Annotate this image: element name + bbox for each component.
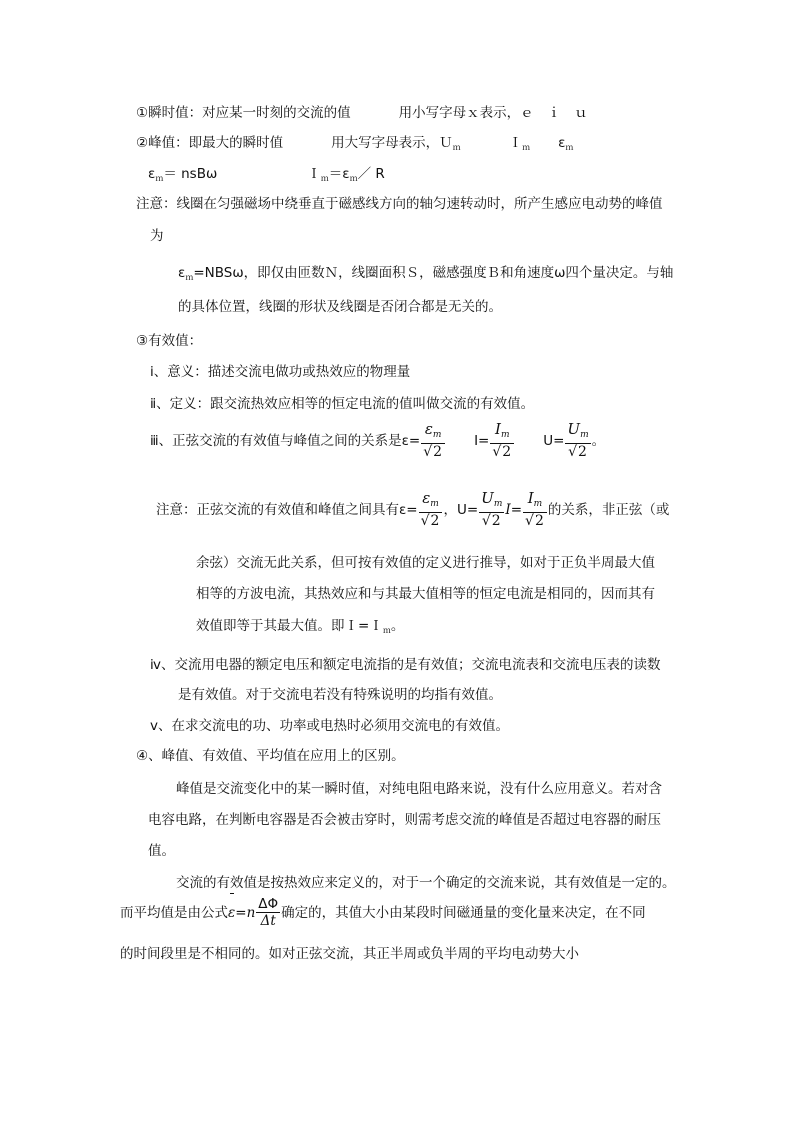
average-value-line: 的时间段里是不相同的。如对正弦交流，其正半周或负半周的平均电动势大小 [120,946,579,962]
note-paragraph-line: 为 [150,228,164,244]
instantaneous-value-line [136,104,588,122]
peak-formula-note: 的具体位置，线圈的形状及线圈是否闭合都是无关的。 [178,299,502,315]
peak-usage-paragraph: 峰值是交流变化中的某一瞬时值，对纯电阻电路来说，没有什么应用意义。若对含 [176,781,662,797]
note-paragraph-line: 相等的方波电流，其热效应和与其最大值相等的恒定电流是相同的，因而其有 [196,586,655,602]
peak-usage-paragraph: 值。 [148,843,175,859]
note-paragraph-line: 注意：线圈在匀强磁场中绕垂直于磁感线方向的轴匀速转动时，所产生感应电动势的峰值 [136,196,663,212]
peak-formula-line: $\varepsilon_m= nsB\omega$ $I_m=\varepsilon_m/$ R [148,166,385,183]
effective-value-heading: ③有效值： [136,333,203,349]
fraction-dphi-over-dt: $\frac{\Delta\Phi}{\Delta t}$ [258,896,279,929]
power-calc-line: ⅴ、在求交流电的功、功率或电热时必须用交流电的有效值。 [150,718,509,734]
average-emf-symbol: ε [228,893,235,933]
peak-current-formula: ＝ε [328,166,350,182]
effective-value-definition: ⅱ、定义：跟交流热效应相等的恒定电流的值叫做交流的有效值。 [150,396,535,412]
average-value-line: 而平均值是由公式ε=n $\frac{\Delta\Phi}{\Delta t}$ 确定的，其值大小由某段时间磁通量的变化量来决定，在不同 [120,893,646,933]
sine-relation-line: ⅲ、正弦交流的有效值与峰值之间的关系是ε= $\frac{\varepsilon_m}{√2}$ I= $\frac{I_m}{√2}$ U= $\frac{U_m}{√2}$ 。 [150,420,606,460]
note-paragraph-line: 余弦）交流无此关系，但可按有效值的定义进行推导，如对于正负半周最大值 [196,555,655,571]
fraction-u-m-over-root2: $\frac{U_m}{√2}$ [567,420,589,460]
note-paragraph-line: 效值即等于其最大值。即Ｉ=Ｉ$_m$。 [196,618,405,635]
rated-value-line: ⅳ、交流用电器的额定电压和额定电流指的是有效值；交流电流表和交流电压表的读数 [150,657,661,673]
note-sine-relation-line: 注意：正弦交流的有效值和峰值之间具有ε= $\frac{\varepsilon_m}{√2}$ ，U= $\frac{U_m}{√2}$ I= $\frac{I_m}{√2}$ 的关系，非正弦（或 [156,489,670,529]
comparison-heading: ④、峰值、有效值、平均值在应用上的区别。 [136,748,405,764]
peak-value-line: ②峰值：即最大的瞬时值 用大写字母表示，Ｕ$_m$ Ｉ$_m$ $\varepsilon_m$ [136,135,574,152]
peak-usage-paragraph: 电容电路，在判断电容器是否会被击穿时，则需考虑交流的峰值是否超过电容器的耐压 [148,812,661,828]
peak-emf-formula: ＝ nsBω [163,166,218,182]
effective-value-meaning: ⅰ、意义：描述交流电做功或热效应的物理量 [150,364,411,380]
peak-formula-note: $\varepsilon_m=NBS\omega$，即仅由匝数Ｎ，线圈面积Ｓ，磁感强度Ｂ和角速度ω四个量决定。与轴 [178,265,674,282]
instantaneous-value-definition: ①瞬时值：对应某一时刻的交流的值 [136,105,351,121]
fraction-i-m-over-root2: $\frac{I_m}{√2}$ [490,421,514,461]
rated-value-line: 是有效值。对于交流电若没有特殊说明的均指有效值。 [178,687,502,703]
peak-value-definition: ②峰值：即最大的瞬时值 [136,135,284,151]
effective-usage-paragraph: 交流的有效值是按热效应来定义的，对于一个确定的交流来说，其有效值是一定的。 [176,875,676,891]
instantaneous-value-notation: 用小写字母ｘ表示，ｅ ｉ ｕ [398,105,588,121]
peak-value-notation: 用大写字母表示，Ｕ [331,135,453,151]
fraction-eps-m-over-root2: $\frac{\varepsilon_m}{√2}$ [421,421,445,461]
